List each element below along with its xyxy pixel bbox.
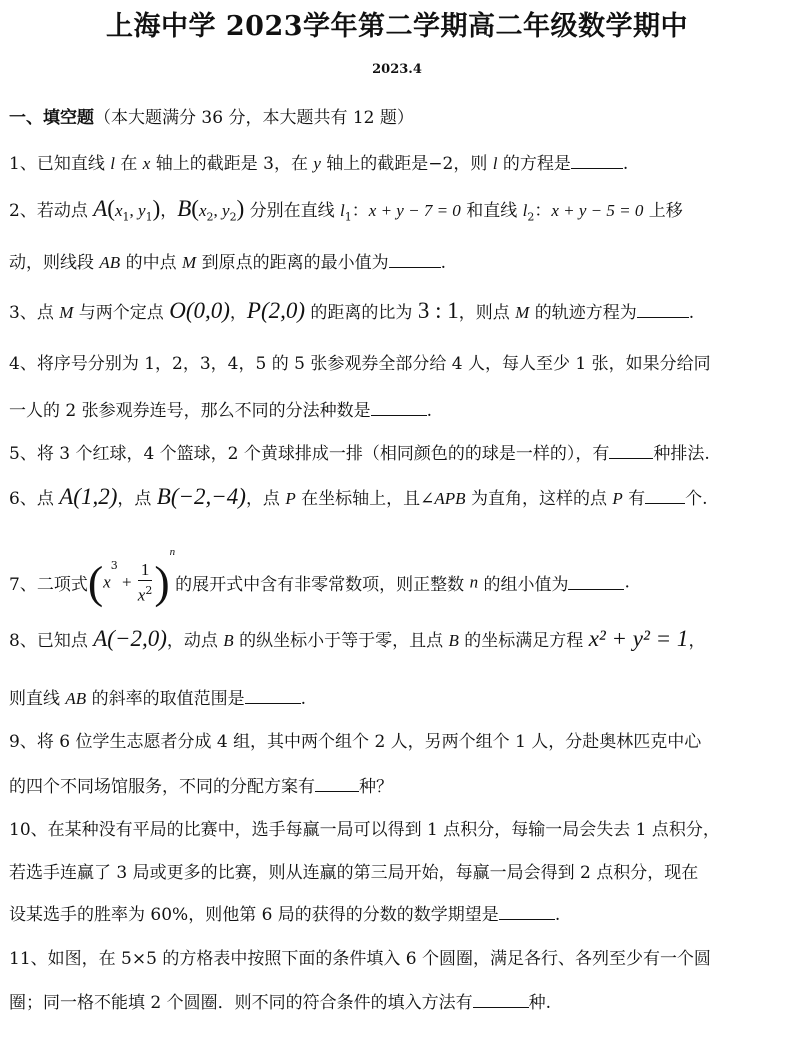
question-2: 2、若动点 $A(x_1$, $y_1$)，$B(x_2$, $y_2$) 分别在直线 $l_1$：x + y − 7 = 0 和直线 $l_2$：x + y − 5 = 0 上移	[9, 196, 683, 224]
answer-blank[interactable]	[245, 689, 301, 704]
question-9: 9、将 6 位学生志愿者分成 4 组，其中两个组个 2 人，另两个组个 1 人，分赴奥林匹克中心	[9, 732, 702, 752]
exam-title: 上海中学 2023学年第二学期高二年级数学期中	[105, 11, 689, 42]
question-3: 3、点 M 与两个定点 O(0,0)，P(2,0) 的距离的比为 3 : 1，则点 M 的轨迹方程为 .	[9, 298, 695, 323]
answer-blank[interactable]	[499, 905, 555, 920]
answer-blank[interactable]	[568, 575, 624, 590]
section-title: 一、填空题	[9, 108, 94, 128]
question-8: 8、已知点 A(−2,0)，动点 B 的纵坐标小于等于零，且点 B 的坐标满足方程 x² + y² = 1，	[9, 626, 706, 651]
answer-blank[interactable]	[571, 154, 623, 169]
question-4-line-2: 一人的 2 张参观券连号，那么不同的分法种数是 .	[9, 401, 433, 421]
question-2-line-2: 动，则线段 AB 的中点 M 到原点的距离的最小值为 .	[9, 253, 446, 273]
question-5: 5、将 3 个红球，4 个篮球，2 个黄球排成一排（相同颜色的的球是一样的），有 种排法.	[9, 444, 710, 464]
question-11-line-2: 圈；同一格不能填 2 个圆圈．则不同的符合条件的填入方法有 种.	[9, 993, 552, 1013]
question-6: 6、点 A(1,2)，点 B(−2,−4)，点 P 在坐标轴上，且∠APB 为直角，这样的点 P 有 个.	[9, 484, 708, 509]
answer-blank[interactable]	[389, 253, 441, 268]
question-11: 11、如图，在 5×5 的方格表中按照下面的条件填入 6 个圆圈，满足各行、各列至少有一个圆	[9, 949, 711, 969]
question-7: 7、二项式($x^3$ + $\frac{1}{x^2}$ )$^n$的展开式中含有非零常数项，则正整数 n 的组小值为 .	[9, 546, 630, 608]
exam-date: 2023.4	[372, 62, 422, 77]
question-9-line-2: 的四个不同场馆服务，不同的分配方案有 种？	[9, 777, 393, 797]
answer-blank[interactable]	[609, 444, 653, 459]
answer-blank[interactable]	[371, 401, 427, 416]
question-8-line-2: 则直线 AB 的斜率的取值范围是 .	[9, 689, 306, 709]
section-heading	[9, 103, 414, 128]
answer-blank[interactable]	[315, 777, 359, 792]
question-10-line-2: 若选手连赢了 3 局或更多的比赛，则从连赢的第三局开始，每赢一局会得到 2 点积分，现在	[9, 863, 699, 883]
question-1: 1、已知直线 l 在 x 轴上的截距是 3，在 y 轴上的截距是−2，则 l 的方程是 .	[9, 154, 629, 174]
fraction: $\frac{1}{x^2}$	[137, 559, 153, 605]
answer-blank[interactable]	[645, 489, 685, 504]
answer-blank[interactable]	[637, 303, 689, 318]
answer-blank[interactable]	[473, 993, 529, 1008]
question-10-line-3: 设某选手的胜率为 60%，则他第 6 局的获得的分数的数学期望是 .	[9, 905, 561, 925]
question-4: 4、将序号分别为 1，2，3，4，5 的 5 张参观券全部分给 4 人，每人至少 1 张，如果分给同	[9, 354, 711, 374]
question-10: 10、在某种没有平局的比赛中，选手每赢一局可以得到 1 点积分，每输一局会失去 1 点积分，	[9, 820, 720, 840]
section-note: （本大题满分 36 分，本大题共有 12 题）	[94, 108, 414, 128]
